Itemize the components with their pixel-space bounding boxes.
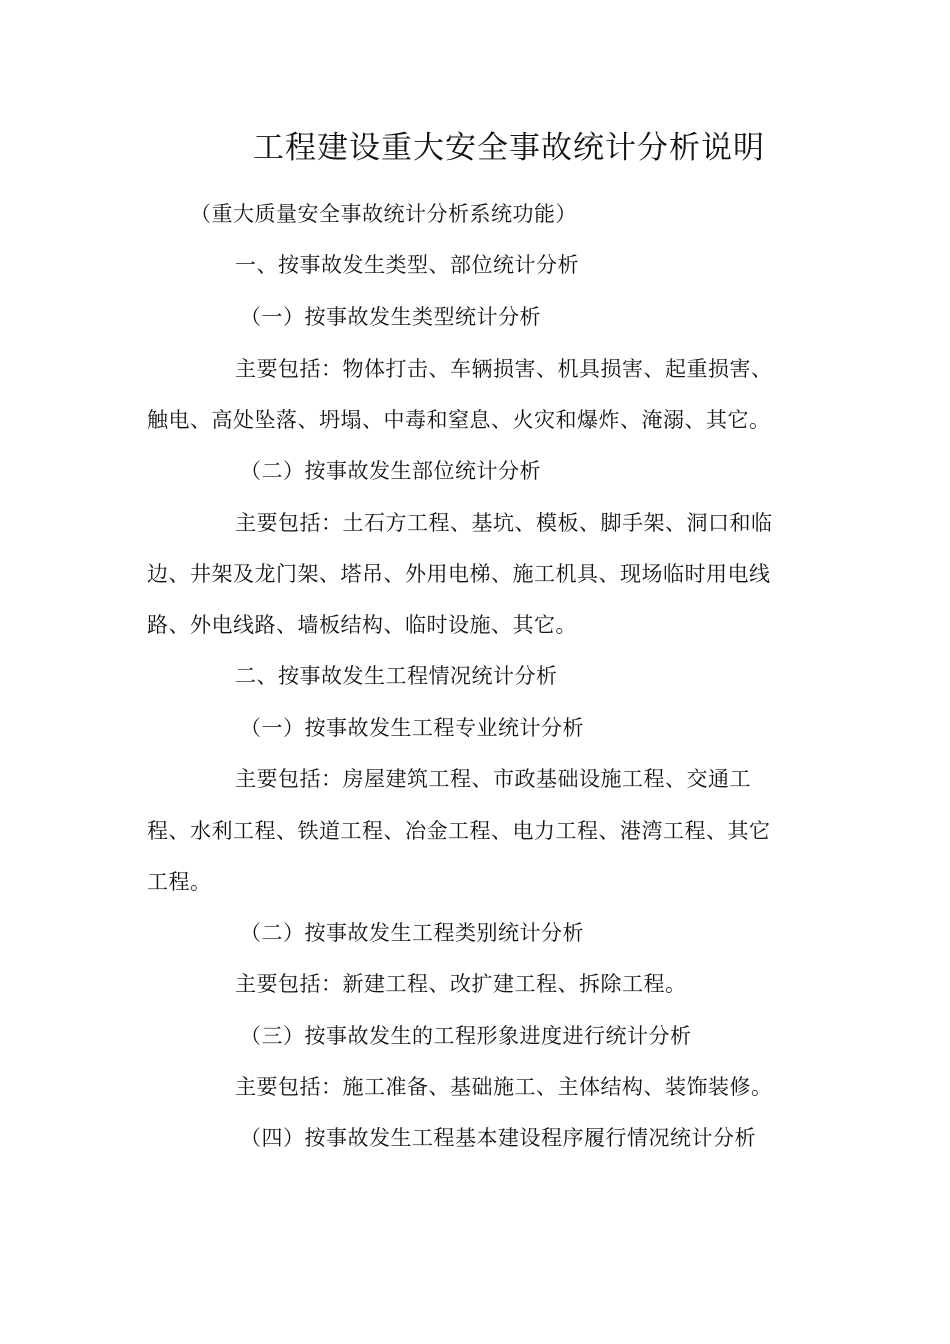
paragraph-line: 主要包括：土石方工程、基坑、模板、脚手架、洞口和临 — [235, 511, 773, 535]
paragraph-line: 工程。 — [147, 870, 212, 894]
subsection-heading-2-2: （二）按事故发生工程类别统计分析 — [240, 921, 584, 945]
subsection-heading-1-1: （一）按事故发生类型统计分析 — [240, 305, 541, 329]
paragraph-line: 主要包括：新建工程、改扩建工程、拆除工程。 — [235, 972, 687, 996]
subtitle-note: （重大质量安全事故统计分析系统功能） — [190, 202, 577, 226]
document-title: 工程建设重大安全事故统计分析说明 — [253, 130, 765, 166]
paragraph-line: 路、外电线路、墙板结构、临时设施、其它。 — [147, 613, 577, 637]
subsection-heading-2-3: （三）按事故发生的工程形象进度进行统计分析 — [240, 1024, 692, 1048]
paragraph-line: 主要包括：物体打击、车辆损害、机具损害、起重损害、 — [235, 357, 773, 381]
paragraph-line: 触电、高处坠落、坍塌、中毒和窒息、火灾和爆炸、淹溺、其它。 — [147, 408, 771, 432]
paragraph-line: 主要包括：房屋建筑工程、市政基础设施工程、交通工 — [235, 767, 751, 791]
section-heading-1: 一、按事故发生类型、部位统计分析 — [235, 253, 579, 277]
paragraph-line: 主要包括：施工准备、基础施工、主体结构、装饰装修。 — [235, 1075, 773, 1099]
section-heading-2: 二、按事故发生工程情况统计分析 — [235, 664, 558, 688]
subsection-heading-1-2: （二）按事故发生部位统计分析 — [240, 459, 541, 483]
paragraph-line: 边、井架及龙门架、塔吊、外用电梯、施工机具、现场临时用电线 — [147, 562, 771, 586]
subsection-heading-2-4: （四）按事故发生工程基本建设程序履行情况统计分析 — [240, 1126, 756, 1150]
subsection-heading-2-1: （一）按事故发生工程专业统计分析 — [240, 716, 584, 740]
paragraph-line: 程、水利工程、铁道工程、冶金工程、电力工程、港湾工程、其它 — [147, 819, 771, 843]
